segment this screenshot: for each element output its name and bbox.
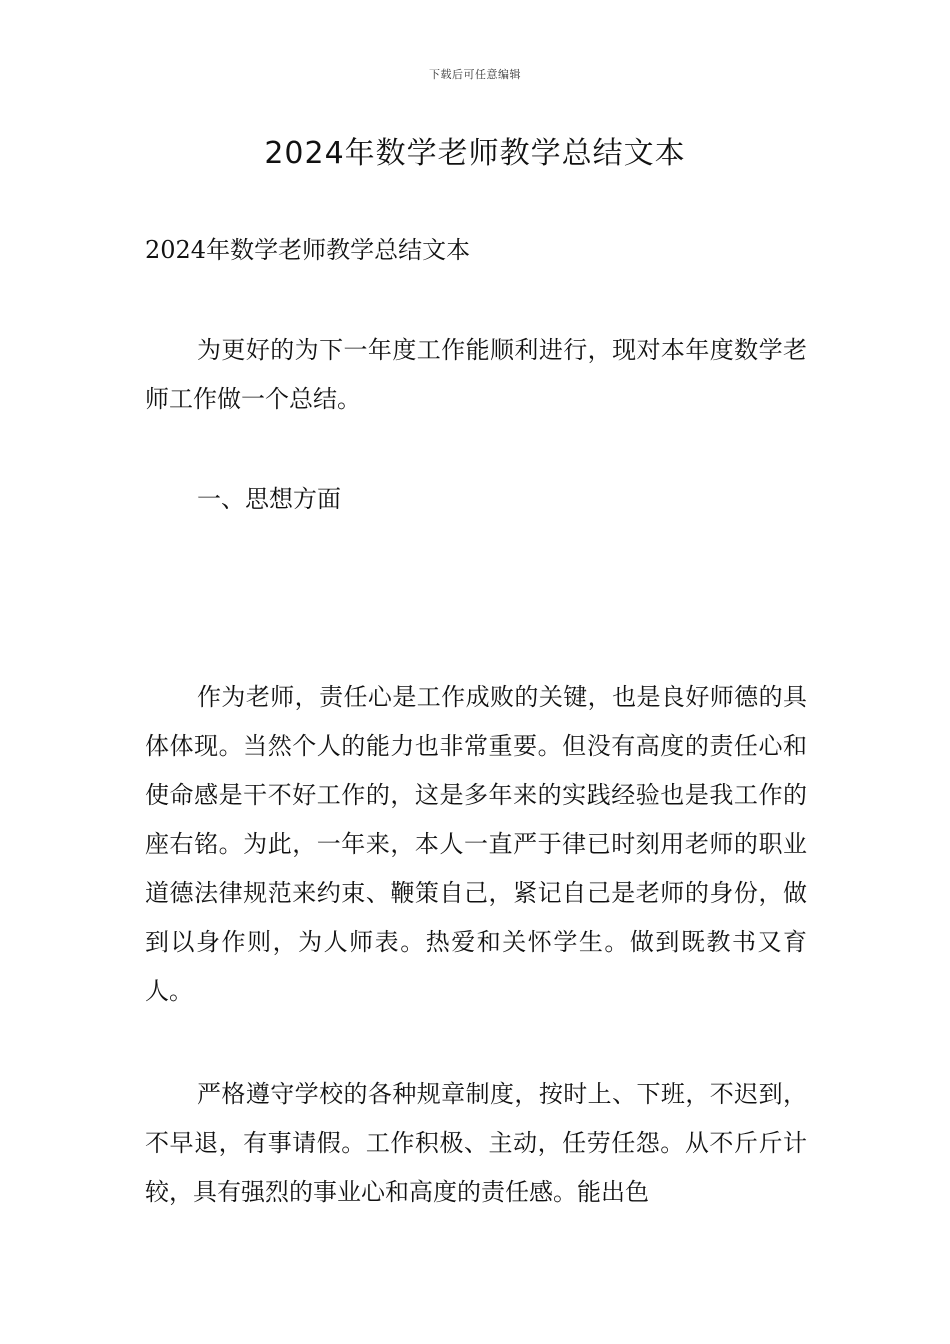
document-subtitle (145, 226, 807, 275)
document-title: 2024年数学老师教学总结文本 (264, 136, 686, 171)
page-header-note: 下载后可任意编辑 (429, 68, 521, 81)
subtitle-text: 2024年数学老师教学总结文本 (145, 236, 471, 264)
paragraph-text: 严格遵守学校的各种规章制度，按时上、下班，不迟到，不早退，有事请假。工作积极、主动，任劳任怨。从不斤斤计较，具有强烈的事业心和高度的责任感。能出色 (145, 1080, 807, 1206)
intro-paragraph (145, 326, 807, 424)
body-paragraph-1 (145, 673, 807, 1016)
section-heading-text: 一、思想方面 (197, 485, 341, 513)
paragraph-text: 作为老师，责任心是工作成败的关键，也是良好师德的具体体现。当然个人的能力也非常重要。但没有高度的责任心和使命感是干不好工作的，这是多年来的实践经验也是我工作的座右铭。为此，一年来，本人一直严于律已时刻用老师的职业道德法律规范来约束、鞭策自己，紧记自己是老师的身份，做到以身作则，为人师表。热爱和关怀学生。做到既教书又育人。 (145, 683, 807, 1005)
section-heading (145, 475, 807, 524)
intro-text: 为更好的为下一年度工作能顺利进行，现对本年度数学老师工作做一个总结。 (145, 336, 807, 413)
body-paragraph-2 (145, 1070, 807, 1217)
